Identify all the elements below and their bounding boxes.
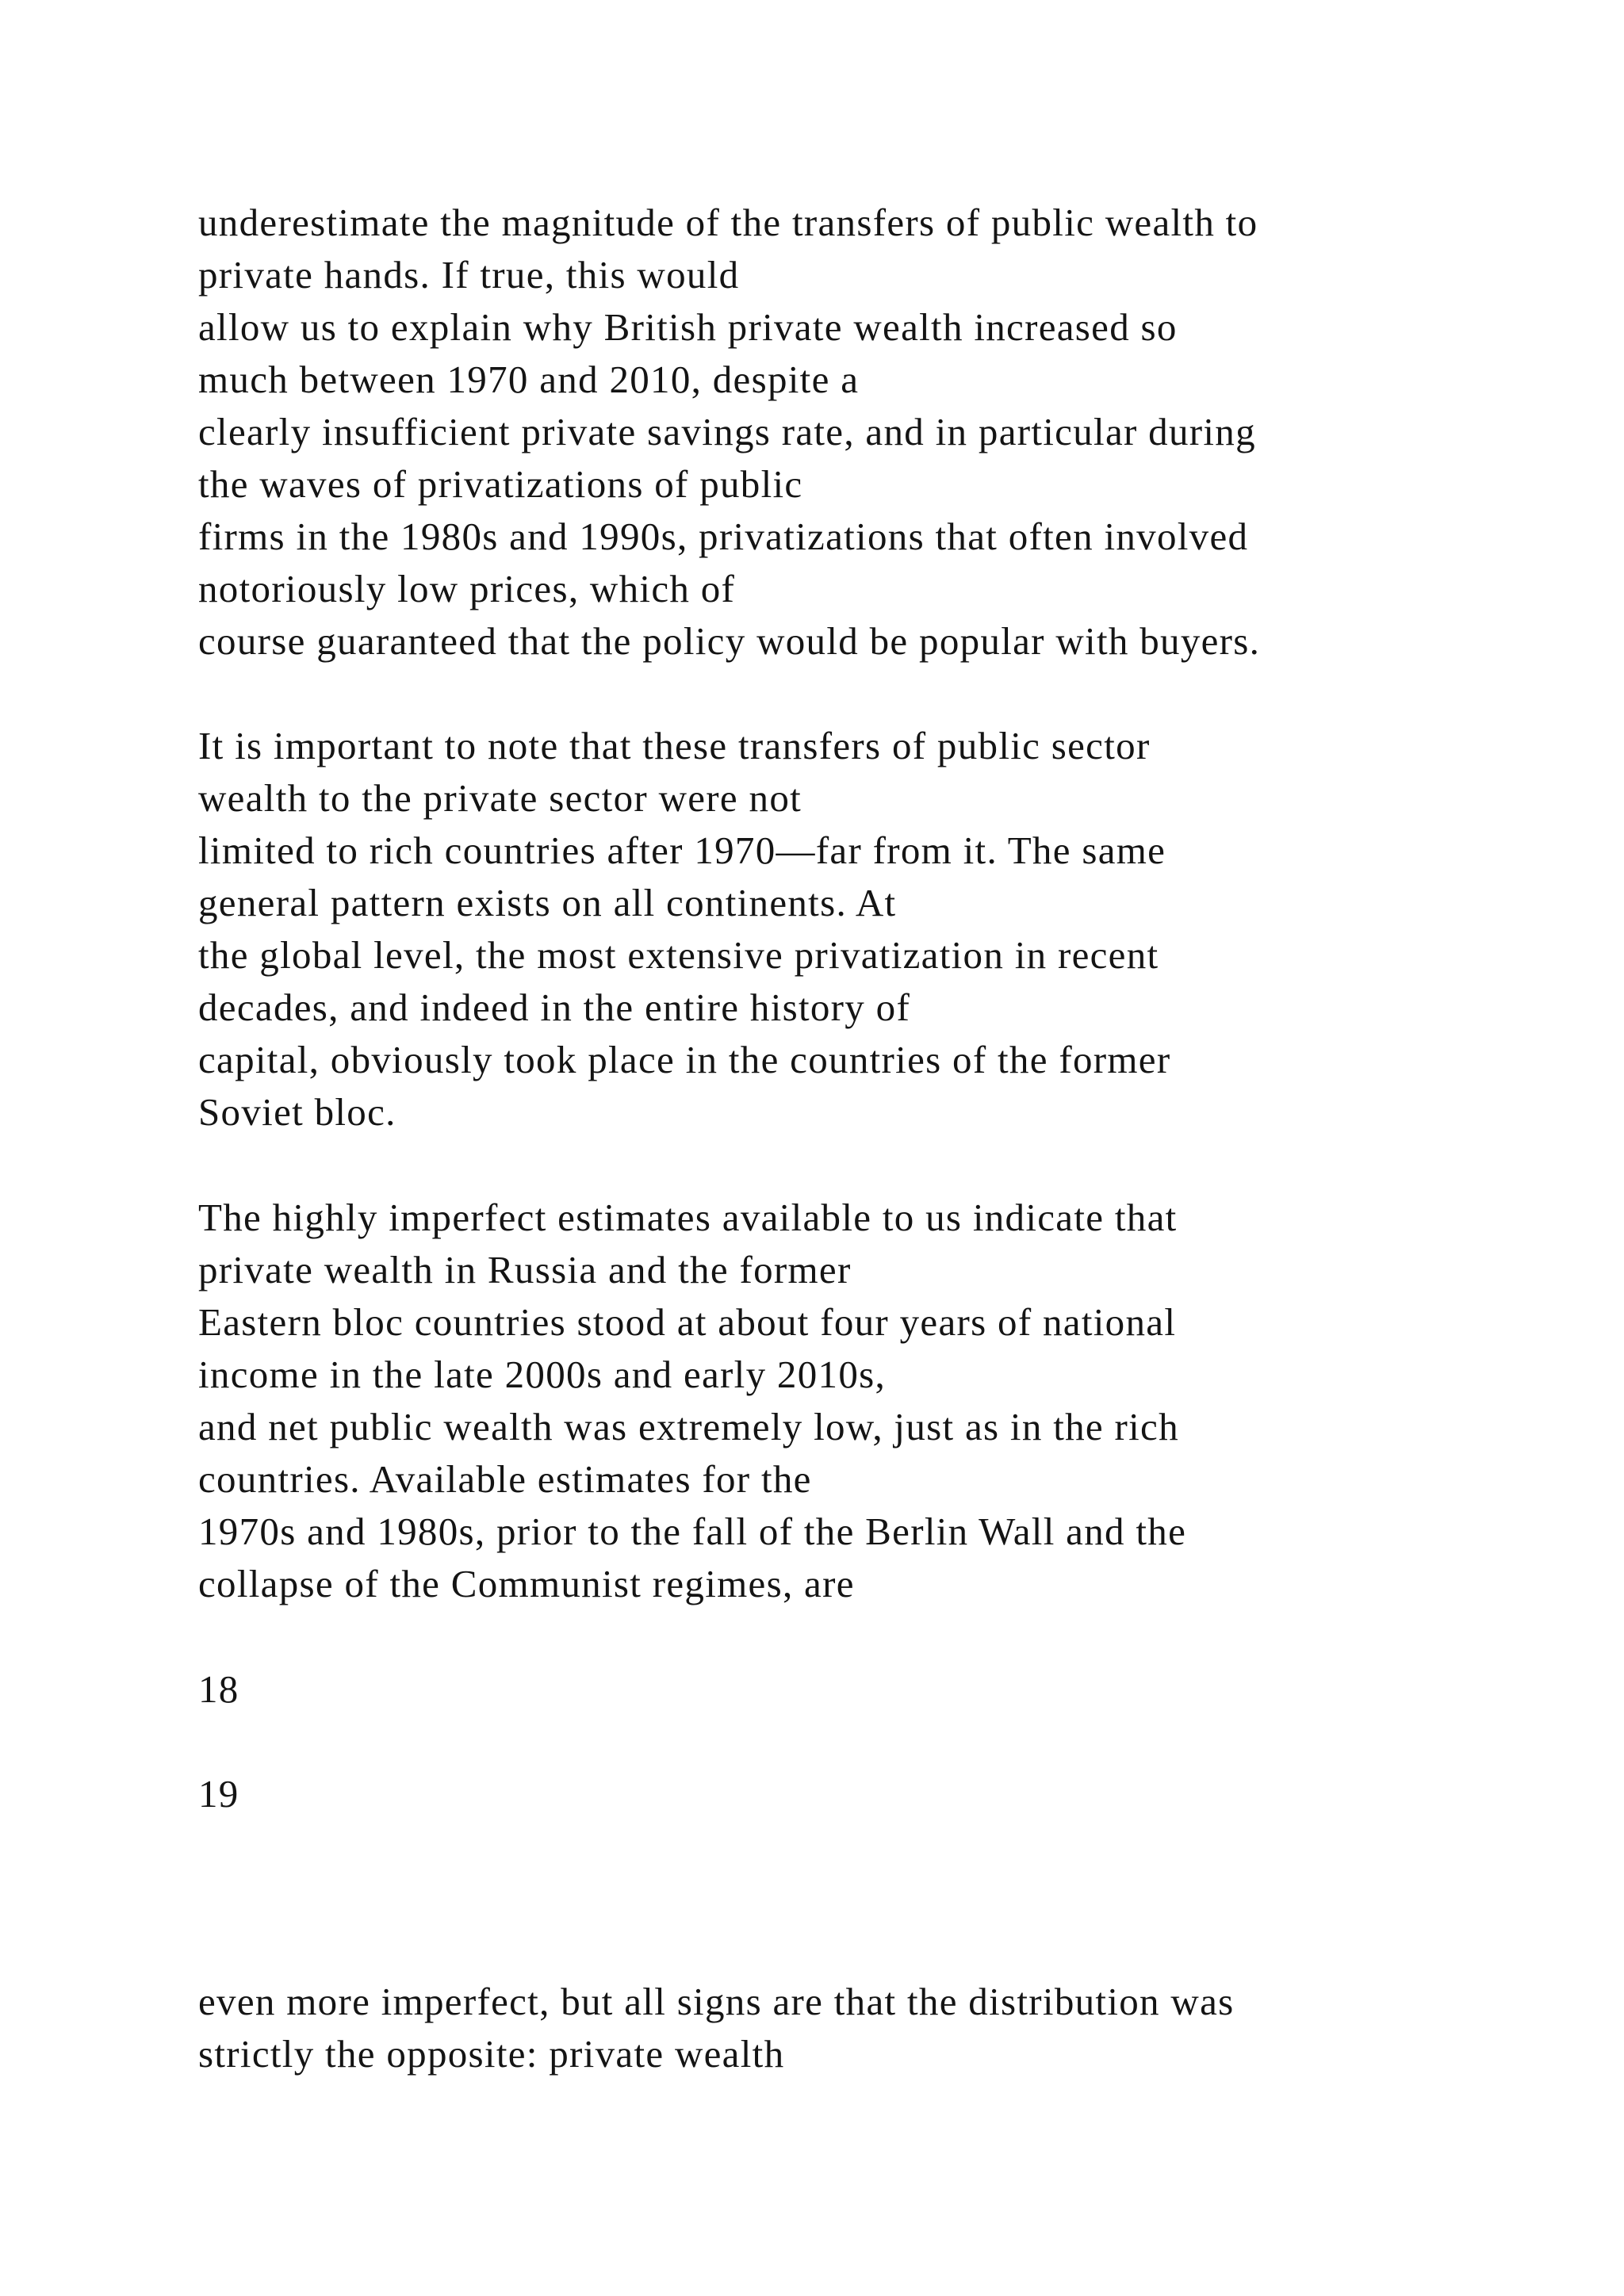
text-line: private hands. If true, this would (198, 253, 740, 297)
text-line: countries. Available estimates for the (198, 1457, 812, 1501)
footnote-marker: 19 (198, 1772, 239, 1816)
text-line: firms in the 1980s and 1990s, privatizations that often involved (198, 515, 1249, 558)
text-line: wealth to the private sector were not (198, 776, 802, 820)
text-line: and net public wealth was extremely low, just as in the rich (198, 1405, 1179, 1448)
text-line: clearly insufficient private savings rate, and in particular during (198, 410, 1256, 453)
text-line: allow us to explain why British private wealth increased so (198, 305, 1178, 349)
text-line: course guaranteed that the policy would be popular with buyers. (198, 619, 1261, 663)
text-line: general pattern exists on all continents. At (198, 881, 897, 924)
text-line: the global level, the most extensive privatization in recent (198, 933, 1159, 977)
text-line: income in the late 2000s and early 2010s, (198, 1353, 887, 1396)
text-line: the waves of privatizations of public (198, 462, 803, 506)
text-line: even more imperfect, but all signs are that the distribution was (198, 1980, 1235, 2023)
text-line: capital, obviously took place in the countries of the former (198, 1038, 1171, 1081)
text-line: notoriously low prices, which of (198, 567, 736, 610)
text-line: much between 1970 and 2010, despite a (198, 358, 860, 401)
text-line: The highly imperfect estimates available to us indicate that (198, 1196, 1178, 1239)
text-line: collapse of the Communist regimes, are (198, 1562, 855, 1605)
text-line: It is important to note that these transfers of public sector (198, 724, 1151, 767)
text-line: limited to rich countries after 1970—far from it. The same (198, 828, 1166, 872)
text-line: private wealth in Russia and the former (198, 1248, 852, 1292)
text-line: Eastern bloc countries stood at about four years of national (198, 1300, 1177, 1344)
text-line: decades, and indeed in the entire history of (198, 985, 911, 1029)
text-line: strictly the opposite: private wealth (198, 2032, 785, 2076)
footnote-marker: 18 (198, 1667, 239, 1711)
text-line: underestimate the magnitude of the transfers of public wealth to (198, 201, 1258, 244)
text-line: 1970s and 1980s, prior to the fall of the Berlin Wall and the (198, 1510, 1187, 1553)
text-line: Soviet bloc. (198, 1090, 396, 1134)
